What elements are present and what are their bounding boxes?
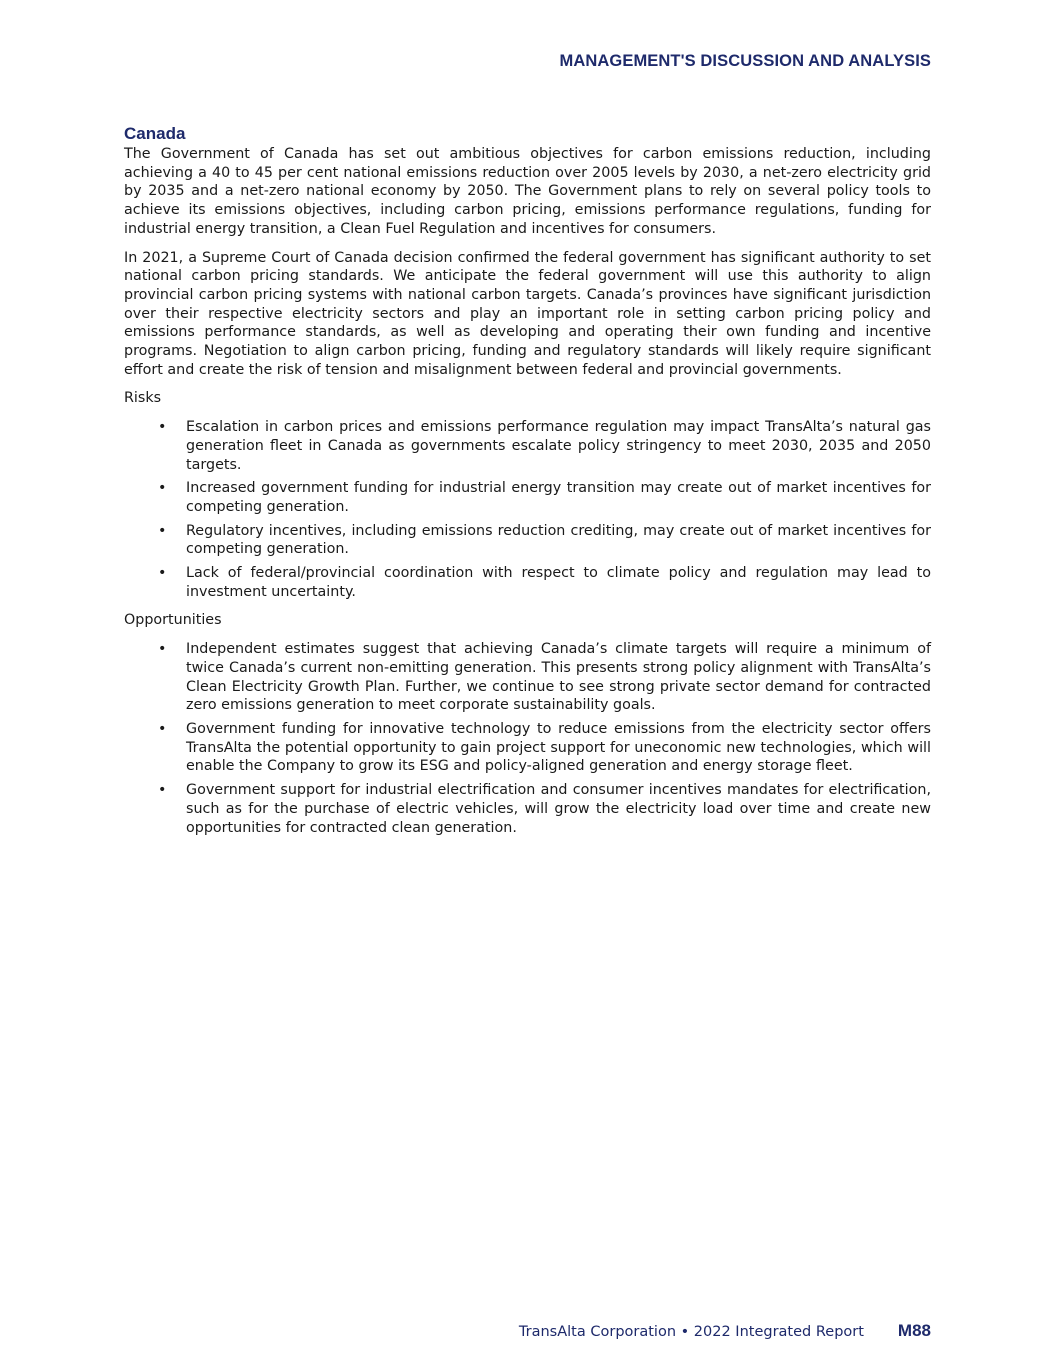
footer-report-title: TransAlta Corporation • 2022 Integrated Report xyxy=(518,1324,864,1340)
bullet-icon: • xyxy=(158,720,167,737)
page-footer xyxy=(519,1321,931,1341)
list-item-text: Government support for industrial electrification and consumer incentives mandates for electrification, such as for the purchase of electric vehicles, will grow the electricity load over time and create new opportunities for contracted clean generation. xyxy=(186,782,931,836)
section-heading: Canada xyxy=(124,124,186,143)
bullet-icon: • xyxy=(158,522,167,539)
list-item-text: Lack of federal/provincial coordination with respect to climate policy and regulation may lead to investment uncertainty. xyxy=(186,565,931,600)
list-item xyxy=(124,781,931,837)
opportunities-label: Opportunities xyxy=(124,612,222,629)
paragraph-supreme-court: In 2021, a Supreme Court of Canada decision confirmed the federal government has significant authority to set national carbon pricing standards. We anticipate the federal government will use this authority to align provincial carbon pricing systems with national carbon targets. Canada’s provinces have significant jurisdiction over their respective electricity sectors and play an important role in setting carbon pricing policy and emissions performance standards, as well as developing and operating their own funding and incentive programs. Negotiation to align carbon pricing, funding and regulatory standards will likely require significant effort and create the risk of tension and misalignment between federal and provincial governments. xyxy=(124,249,931,378)
main-content xyxy=(124,124,931,847)
list-item xyxy=(124,479,931,516)
page-number: M88 xyxy=(897,1321,931,1340)
bullet-icon: • xyxy=(158,419,167,436)
list-item xyxy=(124,564,931,601)
list-item-text: Increased government funding for industrial energy transition may create out of market incentives for competing generation. xyxy=(186,480,931,515)
bullet-icon: • xyxy=(158,641,167,658)
list-item-text: Regulatory incentives, including emissions reduction crediting, may create out of market incentives for competing generation. xyxy=(186,522,931,558)
bullet-icon: • xyxy=(158,782,167,799)
list-item-text: Government funding for innovative technology to reduce emissions from the electricity sector offers TransAlta the potential opportunity to gain project support for uneconomic new technologies, which will enable the Company to grow its ESG and policy-aligned generation and energy storage fleet. xyxy=(186,720,931,775)
list-item xyxy=(124,418,931,474)
list-item xyxy=(124,522,931,559)
paragraph-intro: The Government of Canada has set out ambitious objectives for carbon emissions reduction, including achieving a 40 to 45 per cent national emissions reduction over 2005 levels by 2030, a net-zero electricity grid by 2035 and a net-zero national economy by 2050. The Government plans to rely on several policy tools to achieve its emissions objectives, including carbon pricing, emissions performance regulations, funding for industrial energy transition, a Clean Fuel Regulation and incentives for consumers. xyxy=(124,146,931,237)
risks-label: Risks xyxy=(124,390,162,407)
list-item xyxy=(124,720,931,776)
list-item-text: Independent estimates suggest that achieving Canada’s climate targets will require a minimum of twice Canada’s current non-emitting generation. This presents strong policy alignment with TransAlta’s Clean Electricity Growth Plan. Further, we continue to see strong private sector demand for contracted zero emissions generation to meet corporate sustainability goals. xyxy=(186,641,931,714)
list-item xyxy=(124,640,931,715)
list-item-text: Escalation in carbon prices and emissions performance regulation may impact TransAlta’s natural gas generation fleet in Canada as governments escalate policy stringency to meet 2030, 2035 and 2050 targets. xyxy=(186,419,931,473)
page-header-title: MANAGEMENT'S DISCUSSION AND ANALYSIS xyxy=(559,52,931,70)
bullet-icon: • xyxy=(158,480,167,497)
risks-list xyxy=(124,418,931,601)
opportunities-list xyxy=(124,640,931,837)
bullet-icon: • xyxy=(158,565,167,582)
